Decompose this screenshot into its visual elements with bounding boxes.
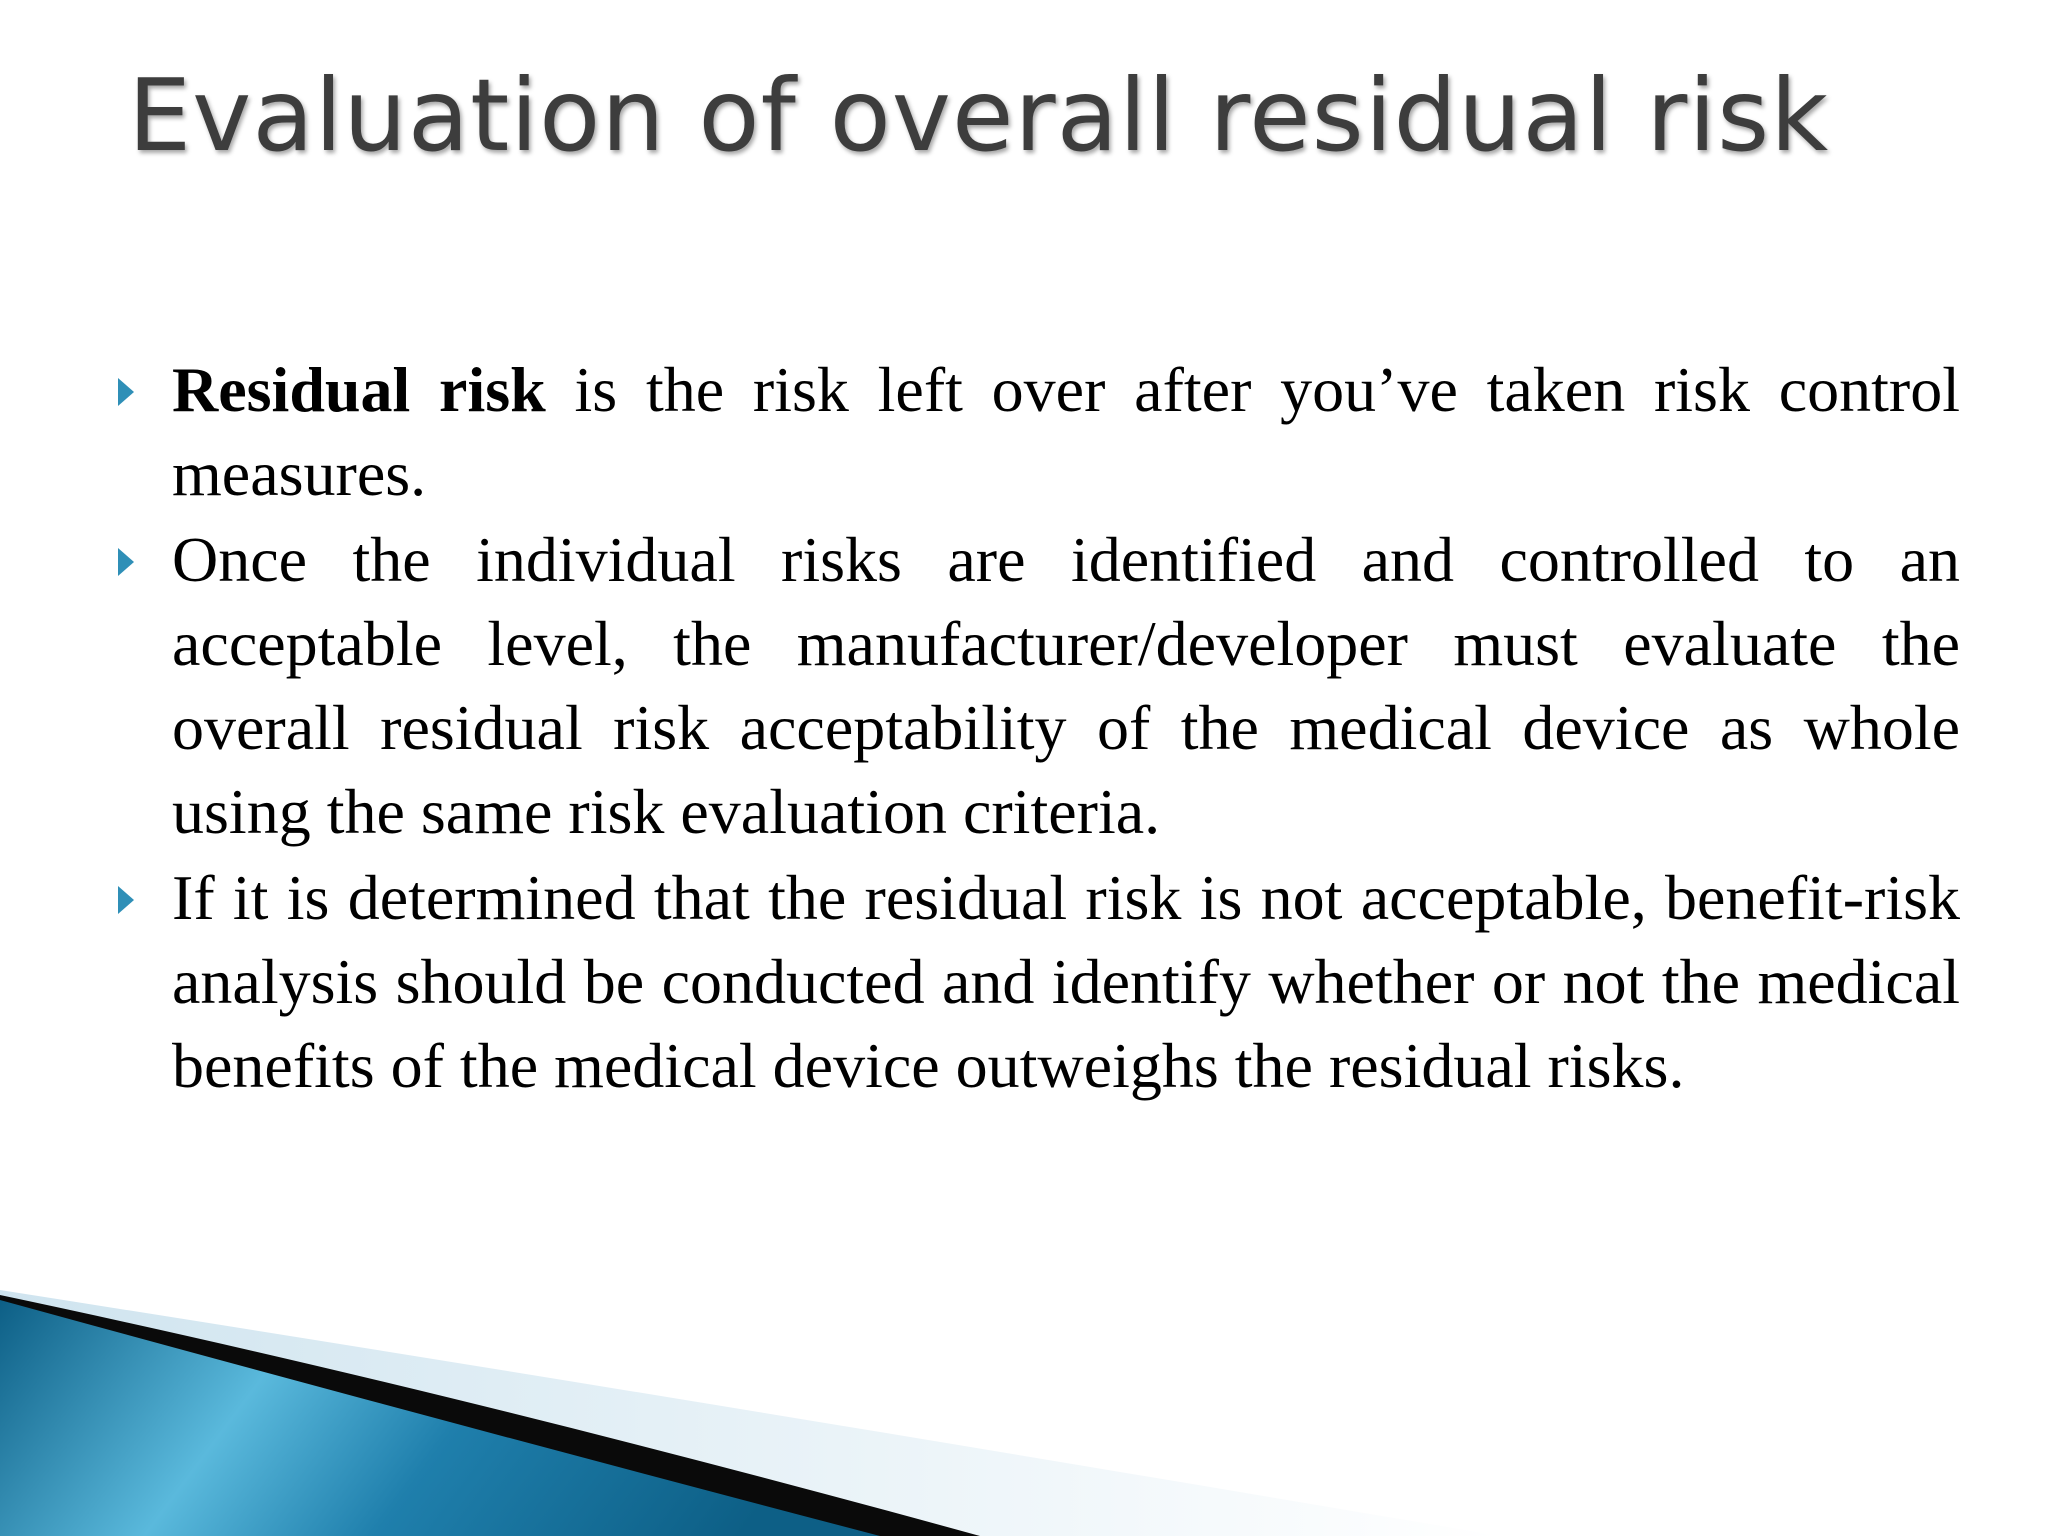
bullet-item-benefit-risk [108,856,1960,1108]
bullet-text: If it is determined that the residual risk is not acceptable, benefit-risk analysis should be conducted and identify whether or not the medical benefits of the medical device outweighs the residual risks. [172,862,1960,1101]
bullet-item-overall-evaluation [108,518,1960,854]
bullet-text: Once the individual risks are identified and controlled to an acceptable level, the manufacturer/developer must evaluate the overall residual risk acceptability of the medical device as whole using the same risk evaluation criteria. [172,524,1960,847]
bullet-text: is the risk left over after you’ve taken risk control measures. [172,354,1961,509]
bullet-list [108,348,1960,1110]
bullet-arrow-icon [118,886,134,914]
black-swoosh [0,1295,980,1536]
pale-swoosh [0,1290,1500,1536]
slide-title: Evaluation of overall residual risk [128,57,1830,174]
blue-swoosh [0,1300,880,1536]
bullet-arrow-icon [118,548,134,576]
bullet-item-residual-risk [108,348,1960,516]
bullet-arrow-icon [118,378,134,406]
bullet-bold-term: Residual risk [172,354,546,425]
